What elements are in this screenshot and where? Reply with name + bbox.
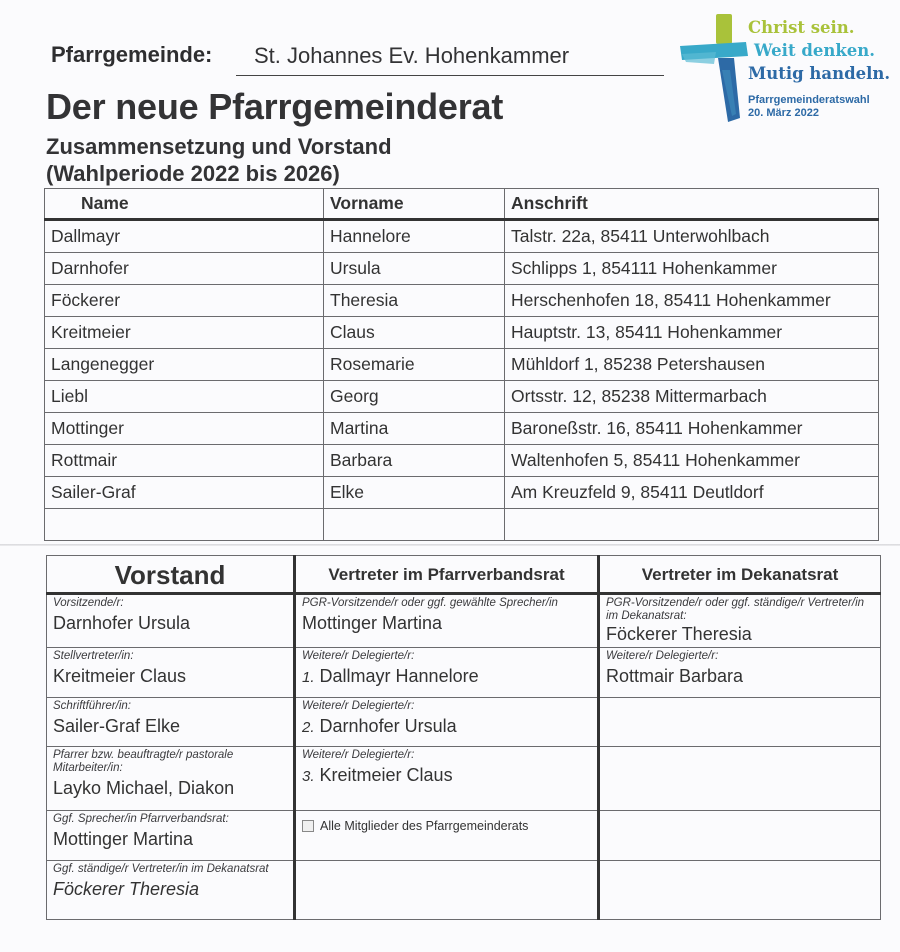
cell-anschrift[interactable]: Ortsstr. 12, 85238 Mittermarbach (505, 381, 879, 413)
table-row (45, 445, 879, 477)
field-value[interactable]: Darnhofer Ursula (319, 716, 457, 736)
field-value[interactable]: Darnhofer Ursula (53, 613, 191, 633)
delegate-number: 2. (302, 719, 315, 736)
vorstand-dekanat-rep-cell[interactable] (47, 861, 295, 920)
cell-anschrift[interactable]: Hauptstr. 13, 85411 Hohenkammer (505, 317, 879, 349)
logo-election-name: Pfarrgemeinderatswahl (748, 94, 870, 106)
cell-vorname[interactable]: Martina (324, 413, 505, 445)
field-value[interactable]: Mottinger Martina (302, 613, 443, 633)
field-label: Pfarrer bzw. beauftragte/r pastorale Mitarbeiter/in: (53, 749, 234, 774)
vorstand-deputy-cell[interactable] (47, 648, 295, 698)
table-row (45, 381, 879, 413)
cell-vorname[interactable]: Elke (324, 477, 505, 509)
subtitle-line-1: Zusammensetzung und Vorstand (46, 134, 392, 159)
delegate-number: 1. (302, 669, 315, 686)
subtitle-line-2: (Wahlperiode 2022 bis 2026) (46, 161, 340, 186)
board-row (47, 698, 881, 747)
pfarrverband-delegate-3-cell[interactable] (295, 747, 599, 811)
members-table (44, 188, 879, 541)
field-label: Vorsitzende/r: (53, 597, 124, 609)
election-logo (676, 10, 900, 128)
field-label: PGR-Vorsitzende/r oder ggf. gewählte Sprecher/in (302, 597, 558, 609)
field-value[interactable]: Mottinger Martina (53, 829, 194, 849)
cell-anschrift[interactable]: Talstr. 22a, 85411 Unterwohlbach (505, 220, 879, 253)
column-header-anschrift: Anschrift (505, 189, 879, 220)
cell-vorname[interactable]: Ursula (324, 253, 505, 285)
field-value[interactable]: Sailer-Graf Elke (53, 716, 181, 736)
cell-vorname[interactable]: Theresia (324, 285, 505, 317)
scan-seam (0, 544, 900, 546)
field-label: Ggf. ständige/r Vertreter/in im Dekanatsrat (53, 863, 269, 875)
logo-slogan-3: Mutig handeln. (748, 64, 891, 83)
field-value[interactable]: Dallmayr Hannelore (319, 666, 479, 686)
vorstand-secretary-cell[interactable] (47, 698, 295, 747)
cell-vorname[interactable] (324, 509, 505, 541)
field-label: Weitere/r Delegierte/r: (302, 749, 415, 761)
cell-anschrift[interactable]: Waltenhofen 5, 85411 Hohenkammer (505, 445, 879, 477)
field-label: Weitere/r Delegierte/r: (606, 650, 719, 662)
cell-vorname[interactable]: Rosemarie (324, 349, 505, 381)
cell-vorname[interactable]: Georg (324, 381, 505, 413)
all-members-option[interactable] (302, 819, 591, 833)
cell-vorname[interactable]: Claus (324, 317, 505, 349)
board-row (47, 861, 881, 920)
field-label: Weitere/r Delegierte/r: (302, 650, 415, 662)
field-value[interactable]: Kreitmeier Claus (319, 765, 453, 785)
cross-icon (676, 10, 748, 128)
field-label: Stellvertreter/in: (53, 650, 134, 662)
vorstand-chair-cell[interactable] (47, 594, 295, 648)
header-vorstand: Vorstand (47, 556, 295, 594)
dekanat-delegate-cell[interactable] (599, 648, 881, 698)
cell-name[interactable]: Mottinger (45, 413, 324, 445)
cell-name[interactable]: Dallmayr (45, 220, 324, 253)
table-row (45, 317, 879, 349)
cell-name[interactable]: Darnhofer (45, 253, 324, 285)
dekanat-representative-cell[interactable] (599, 594, 881, 648)
parish-underline (236, 75, 664, 76)
board-table (46, 555, 881, 920)
cell-vorname[interactable]: Barbara (324, 445, 505, 477)
field-value[interactable]: Föckerer Theresia (53, 879, 200, 899)
column-header-vorname: Vorname (324, 189, 505, 220)
parish-name-field[interactable]: St. Johannes Ev. Hohenkammer (254, 43, 570, 68)
table-row (45, 349, 879, 381)
table-row-empty (45, 509, 879, 541)
board-row (47, 594, 881, 648)
cell-anschrift[interactable]: Mühldorf 1, 85238 Petershausen (505, 349, 879, 381)
cell-name[interactable]: Rottmair (45, 445, 324, 477)
table-row (45, 253, 879, 285)
all-members-label: Alle Mitglieder des Pfarrgemeinderats (320, 819, 529, 833)
cell-name[interactable] (45, 509, 324, 541)
dekanat-empty-cell[interactable] (599, 698, 881, 747)
cell-name[interactable]: Kreitmeier (45, 317, 324, 349)
cell-anschrift[interactable] (505, 509, 879, 541)
field-label: Weitere/r Delegierte/r: (302, 700, 415, 712)
cell-name[interactable]: Föckerer (45, 285, 324, 317)
field-value[interactable]: Layko Michael, Diakon (53, 778, 235, 798)
all-members-checkbox[interactable] (302, 820, 314, 832)
table-row (45, 413, 879, 445)
table-row (45, 477, 879, 509)
field-label: Schriftführer/in: (53, 700, 131, 712)
page-title: Der neue Pfarrgemeinderat (46, 86, 504, 127)
cell-name[interactable]: Langenegger (45, 349, 324, 381)
board-row (47, 811, 881, 861)
field-value[interactable]: Rottmair Barbara (606, 666, 744, 686)
cell-anschrift[interactable]: Herschenhofen 18, 85411 Hohenkammer (505, 285, 879, 317)
field-label: Ggf. Sprecher/in Pfarrverbandsrat: (53, 813, 229, 825)
board-header-row (47, 556, 881, 594)
field-label: PGR-Vorsitzende/r oder ggf. ständige/r Vertreter/in im Dekanatsrat: (606, 597, 865, 622)
logo-slogan-2: Weit denken. (754, 41, 876, 60)
delegate-number: 3. (302, 768, 315, 785)
pfarrverband-delegate-1-cell[interactable] (295, 648, 599, 698)
cell-anschrift[interactable]: Baroneßstr. 16, 85411 Hohenkammer (505, 413, 879, 445)
board-row (47, 747, 881, 811)
header-dekanatsrat: Vertreter im Dekanatsrat (599, 556, 881, 594)
board-row (47, 648, 881, 698)
cell-anschrift[interactable]: Am Kreuzfeld 9, 85411 Deutldorf (505, 477, 879, 509)
column-header-name: Name (45, 189, 324, 220)
dekanat-empty-cell[interactable] (599, 861, 881, 920)
dekanat-empty-cell[interactable] (599, 747, 881, 811)
dekanat-empty-cell[interactable] (599, 811, 881, 861)
cell-vorname[interactable]: Hannelore (324, 220, 505, 253)
table-row (45, 285, 879, 317)
pfarrverband-empty-cell[interactable] (295, 861, 599, 920)
cell-anschrift[interactable]: Schlipps 1, 854111 Hohenkammer (505, 253, 879, 285)
logo-election-date: 20. März 2022 (748, 107, 819, 119)
vorstand-speaker-cell[interactable] (47, 811, 295, 861)
table-row (45, 220, 879, 253)
logo-slogan-1: Christ sein. (748, 18, 855, 37)
pfarrverband-delegate-2-cell[interactable] (295, 698, 599, 747)
cell-name[interactable]: Sailer-Graf (45, 477, 324, 509)
field-value[interactable]: Föckerer Theresia (606, 624, 752, 644)
pfarrverband-speaker-cell[interactable] (295, 594, 599, 648)
parish-label: Pfarrgemeinde: (51, 42, 213, 67)
field-value[interactable]: Kreitmeier Claus (53, 666, 187, 686)
header-pfarrverbandsrat: Vertreter im Pfarrverbandsrat (295, 556, 599, 594)
members-header-row (45, 189, 879, 220)
cell-name[interactable]: Liebl (45, 381, 324, 413)
all-members-cell (295, 811, 599, 861)
vorstand-pastor-cell[interactable] (47, 747, 295, 811)
page-subtitle (46, 133, 392, 187)
